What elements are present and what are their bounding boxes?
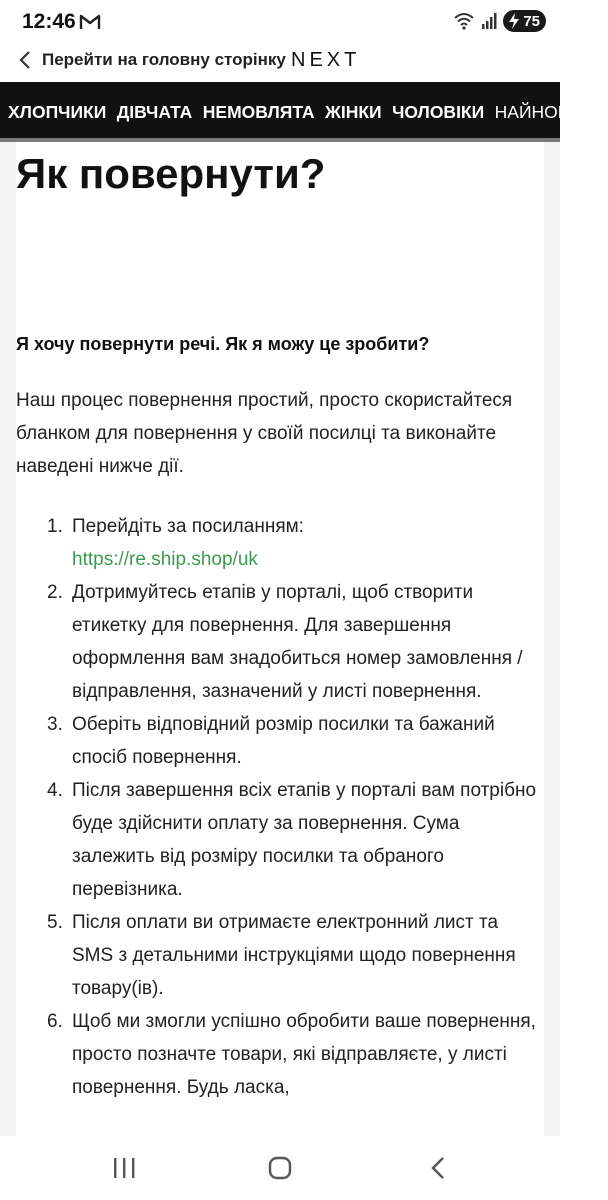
site-header xyxy=(0,44,560,83)
status-time: 12:46 xyxy=(22,10,76,33)
step-text: Дотримуйтесь етапів у порталі, щоб створити етикетку для повернення. Для завершення оформлення вам знадобиться номер замовлення / відправлення, зазначений у листі повернення. xyxy=(72,582,523,702)
right-gutter xyxy=(544,142,560,1136)
brand-logo[interactable]: NEXT xyxy=(291,49,361,71)
nav-item-babies[interactable]: НЕМОВЛЯТА xyxy=(202,102,315,122)
step-number: 6. xyxy=(47,1011,63,1032)
step-number: 5. xyxy=(47,912,63,933)
faq-question: Я хочу повернути речі. Як я можу це зробити? xyxy=(16,334,430,354)
return-portal-link[interactable]: https://re.ship.shop/uk xyxy=(72,549,258,570)
system-nav-bar xyxy=(0,1136,560,1200)
back-label: Перейти на головну сторінку xyxy=(42,50,286,69)
list-item xyxy=(16,510,544,576)
status-icons xyxy=(453,10,546,32)
nav-item-men[interactable]: ЧОЛОВІКИ xyxy=(392,102,485,122)
step-text: Після оплати ви отримаєте електронний лист та SMS з детальними інструкціями щодо повернення товару(ів). xyxy=(72,912,516,999)
home-icon[interactable] xyxy=(265,1154,295,1182)
gmail-icon xyxy=(80,14,100,30)
step-number: 2. xyxy=(47,582,63,603)
step-number: 1. xyxy=(47,516,63,537)
step-number: 3. xyxy=(47,714,63,735)
step-text: Після завершення всіх етапів у порталі вам потрібно буде здійснити оплату за повернення. Сума залежить від розміру посилки та обраного перевізника. xyxy=(72,780,537,900)
article-content xyxy=(16,142,544,1136)
page-title: Як повернути? xyxy=(16,150,326,197)
step-number: 4. xyxy=(47,780,63,801)
back-icon[interactable] xyxy=(424,1154,454,1182)
nav-item-women[interactable]: ЖІНКИ xyxy=(325,102,382,122)
left-gutter xyxy=(0,142,16,1136)
recent-apps-icon[interactable] xyxy=(109,1154,139,1182)
step-text: Оберіть відповідний розмір посилки та бажаний спосіб повернення. xyxy=(72,714,495,768)
step-text: Щоб ми змогли успішно обробити ваше повернення, просто позначте товари, які відправляєте, у листі повернення. Будь ласка, xyxy=(72,1011,536,1098)
list-item xyxy=(16,906,544,1005)
nav-item-new-in[interactable]: НАЙНОВІШЕ xyxy=(494,102,603,122)
step-text: Перейдіть за посиланням: xyxy=(72,516,304,537)
list-item xyxy=(16,1005,544,1104)
list-item xyxy=(16,708,544,774)
battery-icon xyxy=(503,10,546,32)
return-steps-list xyxy=(16,510,544,1104)
nav-item-girls[interactable]: ДІВЧАТА xyxy=(116,102,193,122)
intro-paragraph: Наш процес повернення простий, просто скористайтеся бланком для повернення у своїй посилці та виконайте наведені нижче дії. xyxy=(16,390,513,477)
status-bar xyxy=(0,0,560,44)
back-to-home-link[interactable] xyxy=(18,50,286,70)
category-nav xyxy=(0,82,603,142)
list-item xyxy=(16,576,544,708)
nav-item-boys[interactable]: ХЛОПЧИКИ xyxy=(8,102,107,122)
list-item xyxy=(16,774,544,906)
chevron-left-icon xyxy=(18,50,32,70)
wifi-icon xyxy=(453,12,475,30)
battery-level: 75 xyxy=(523,12,540,30)
signal-icon xyxy=(481,12,497,30)
